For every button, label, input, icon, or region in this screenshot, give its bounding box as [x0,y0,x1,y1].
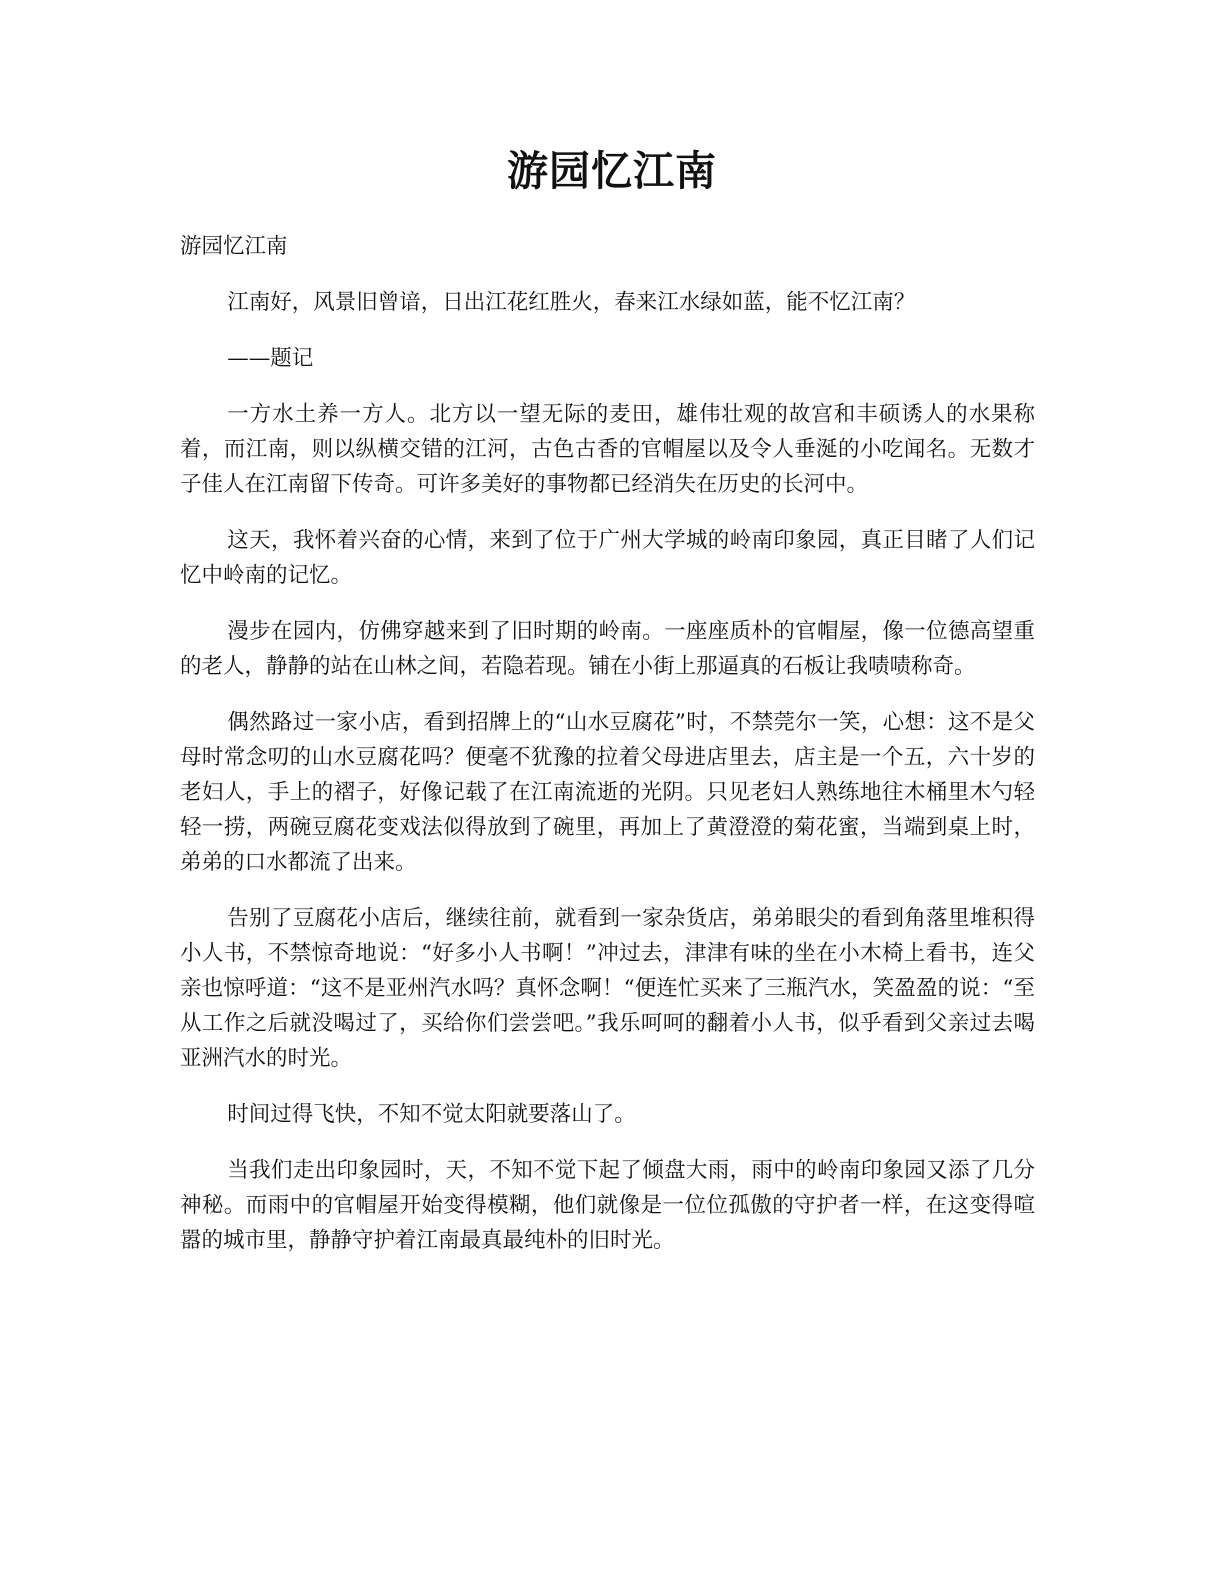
paragraph-epigraph-attribution: ——题记 [227,346,314,371]
paragraph-epigraph: 江南好，风景旧曾谙，日出江花红胜火，春来江水绿如蓝，能不忆江南？ [227,290,916,315]
paragraph: 偶然路过一家小店，看到招牌上的“山水豆腐花”时，不禁莞尔一笑，心想：这不是父母时常念叨的山水豆腐花吗？便毫不犹豫的拉着父母进店里去，店主是一个五，六十岁的老妇人，手上的褶子，好像记载了在江南流逝的光阴。只见老妇人熟练地往木桶里木勺轻轻一捞，两碗豆腐花变戏法似得放到了碗里，再加上了黄澄澄的菊花蜜，当端到桌上时，弟弟的口水都流了出来。 [180,710,1035,875]
paragraph: 告别了豆腐花小店后，继续往前，就看到一家杂货店，弟弟眼尖的看到角落里堆积得小人书，不禁惊奇地说：“好多小人书啊！”冲过去，津津有味的坐在小木椅上看书，连父亲也惊呼道：“这不是亚州汽水吗？真怀念啊！“便连忙买来了三瓶汽水，笑盈盈的说：“至从工作之后就没喝过了，买给你们尝尝吧。”我乐呵呵的翻着小人书，似乎看到父亲过去喝亚洲汽水的时光。 [180,906,1035,1071]
document-title: 游园忆江南 [507,147,717,195]
paragraph: 漫步在园内，仿佛穿越来到了旧时期的岭南。一座座质朴的官帽屋，像一位德高望重的老人，静静的站在山林之间，若隐若现。铺在小街上那逼真的石板让我啧啧称奇。 [180,619,1035,679]
document-body [180,229,1035,1279]
paragraph: 当我们走出印象园时，天，不知不觉下起了倾盘大雨，雨中的岭南印象园又添了几分神秘。而雨中的官帽屋开始变得模糊，他们就像是一位位孤傲的守护者一样，在这变得喧嚣的城市里，静静守护着江南最真最纯朴的旧时光。 [180,1158,1035,1253]
paragraph: 时间过得飞快，不知不觉太阳就要落山了。 [227,1102,636,1127]
paragraph: 一方水土养一方人。北方以一望无际的麦田，雄伟壮观的故宫和丰硕诱人的水果称着，而江南，则以纵横交错的江河，古色古香的官帽屋以及令人垂涎的小吃闻名。无数才子佳人在江南留下传奇。可许多美好的事物都已经消失在历史的长河中。 [180,402,1035,497]
document-subtitle: 游园忆江南 [180,234,288,259]
paragraph: 这天，我怀着兴奋的心情，来到了位于广州大学城的岭南印象园，真正目睹了人们记忆中岭南的记忆。 [180,528,1035,588]
